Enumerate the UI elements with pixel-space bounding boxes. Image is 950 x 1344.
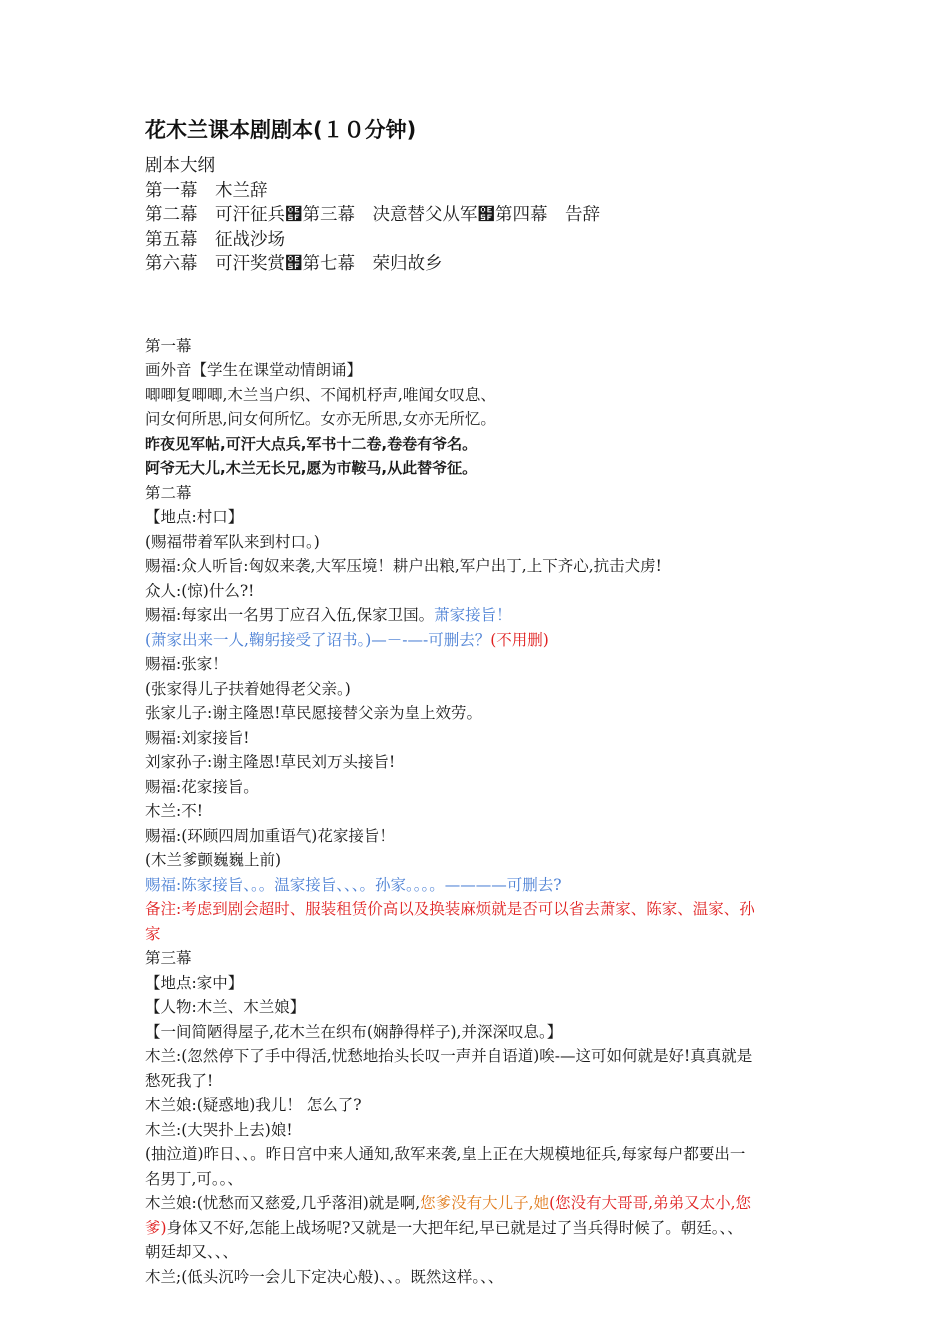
dialogue-line: 赐福:张家！ bbox=[145, 655, 228, 673]
stage-direction bbox=[145, 628, 815, 653]
act-heading: 第二幕 bbox=[145, 483, 192, 502]
dialogue-line: (抽泣道)昨日、、。昨日宫中来人通知,敌军来袭,皇上正在大规模地征兵,每家每户都要出一 bbox=[145, 1145, 746, 1163]
poem-line: 阿爷无大儿,木兰无长兄,愿为市鞍马,从此替爷征。 bbox=[145, 459, 478, 477]
act-two bbox=[145, 481, 815, 947]
dialogue-line: 木兰娘:(疑惑地)我儿！ 怎么了? bbox=[145, 1096, 362, 1114]
dialogue-line: 木兰:(大哭扑上去)娘! bbox=[145, 1120, 293, 1139]
stage-direction: (赐福带着军队来到村口。) bbox=[145, 532, 320, 551]
act-heading: 第三幕 bbox=[145, 949, 192, 967]
dialogue-line: 张家儿子:谢主隆恩!草民愿接替父亲为皇上效劳。 bbox=[145, 704, 482, 722]
stage-direction: (张家得儿子扶着她得老父亲。) bbox=[145, 679, 351, 698]
outline-section bbox=[145, 154, 815, 277]
dialogue-line: 木兰;(低头沉吟一会儿下定决心般)、、。既然这样。、、 bbox=[145, 1267, 504, 1286]
dialogue-line: 众人:(惊)什么?! bbox=[145, 581, 255, 600]
scene-place: 【地点:村口】 bbox=[145, 508, 244, 526]
dialogue-line: 木兰:(忽然停下了手中得活,忧愁地抬头长叹一声并自语道)唉-—这可如何就是好!真真就是 bbox=[145, 1047, 753, 1065]
scene-description: 【一间简陋得屋子,花木兰在织布(娴静得样子),并深深叹息。】 bbox=[145, 1022, 563, 1041]
comment-text: (您没有大哥哥,弟弟又太小,您 bbox=[549, 1194, 752, 1212]
poem-line: 问女何所思,问女何所忆。女亦无所思,女亦无所忆。 bbox=[145, 410, 496, 428]
poem-line: 昨夜见军帖,可汗大点兵,军书十二卷,卷卷有爷名。 bbox=[145, 434, 478, 453]
dialogue-line bbox=[145, 603, 815, 628]
note-text: 家 bbox=[145, 924, 161, 943]
scene-characters: 【人物:木兰、木兰娘】 bbox=[145, 998, 306, 1016]
dialogue-line: 木兰:不! bbox=[145, 802, 203, 820]
act-heading: 第一幕 bbox=[145, 336, 192, 355]
outline-line: 第六幕 可汗奖赏๟第七幕 荣归故乡 bbox=[145, 254, 443, 274]
scene-place: 【地点:家中】 bbox=[145, 973, 244, 992]
dialogue-line: 刘家孙子:谢主隆恩!草民刘万头接旨! bbox=[145, 753, 396, 771]
highlighted-text: (萧家出来一人,鞠躬接受了诏书。)—－-—-可删去？ bbox=[145, 630, 491, 649]
comment-text: (不用删) bbox=[490, 630, 549, 649]
dialogue-line: 愁死我了! bbox=[145, 1071, 214, 1090]
dialogue-text: 赐福:每家出一名男丁应召入伍,保家卫国。 bbox=[145, 606, 435, 624]
outline-heading: 剧本大纲 bbox=[145, 156, 215, 176]
highlighted-dialogue: 赐福:陈家接旨、。。温家接旨、、、。孙家。。。。————可删去? bbox=[145, 875, 562, 894]
narration-label: 画外音【学生在课堂动情朗诵】 bbox=[145, 361, 363, 379]
script-document bbox=[145, 112, 815, 1289]
dialogue-text: 身体又不好,怎能上战场呢?又就是一大把年纪,早已就是过了当兵得时候了。朝廷。、、 bbox=[166, 1218, 743, 1237]
dialogue-text: 木兰娘:(忧愁而又慈爱,几乎落泪)就是啊, bbox=[145, 1194, 421, 1212]
section-spacer bbox=[145, 277, 815, 334]
dialogue-line bbox=[145, 1216, 815, 1241]
poem-line: 唧唧复唧唧,木兰当户织、不闻机杼声,唯闻女叹息、 bbox=[145, 385, 496, 404]
outline-line: 第二幕 可汗征兵๟第三幕 决意替父从军๟第四幕 告辞 bbox=[145, 205, 600, 225]
act-three bbox=[145, 946, 815, 1289]
outline-line: 第五幕 征战沙场 bbox=[145, 229, 285, 250]
act-one bbox=[145, 334, 815, 481]
dialogue-line: 赐福:刘家接旨! bbox=[145, 728, 250, 747]
note-text: 备注:考虑到剧会超时、服装租赁价高以及换装麻烦就是否可以省去萧家、陈家、温家、孙 bbox=[145, 900, 755, 918]
dialogue-line bbox=[145, 1191, 815, 1216]
highlighted-text: 您爹没有大儿子,她 bbox=[420, 1194, 550, 1212]
dialogue-line: 朝廷却又、、、 bbox=[145, 1243, 239, 1261]
stage-direction: (木兰爹颤巍巍上前) bbox=[145, 851, 282, 869]
dialogue-line: 赐福:(环顾四周加重语气)花家接旨！ bbox=[145, 826, 395, 845]
dialogue-line: 赐福:花家接旨。 bbox=[145, 777, 259, 796]
highlighted-text: 萧家接旨！ bbox=[434, 606, 512, 624]
comment-text: 爹) bbox=[145, 1218, 167, 1237]
dialogue-line: 名男丁,可。。、 bbox=[145, 1169, 243, 1188]
dialogue-line: 赐福:众人听旨:匈奴来袭,大军压境！耕户出粮,军户出丁,上下齐心,抗击犬虏! bbox=[145, 557, 662, 575]
outline-line: 第一幕 木兰辞 bbox=[145, 180, 268, 201]
document-title: 花木兰课本剧剧本(１０分钟) bbox=[145, 118, 417, 142]
